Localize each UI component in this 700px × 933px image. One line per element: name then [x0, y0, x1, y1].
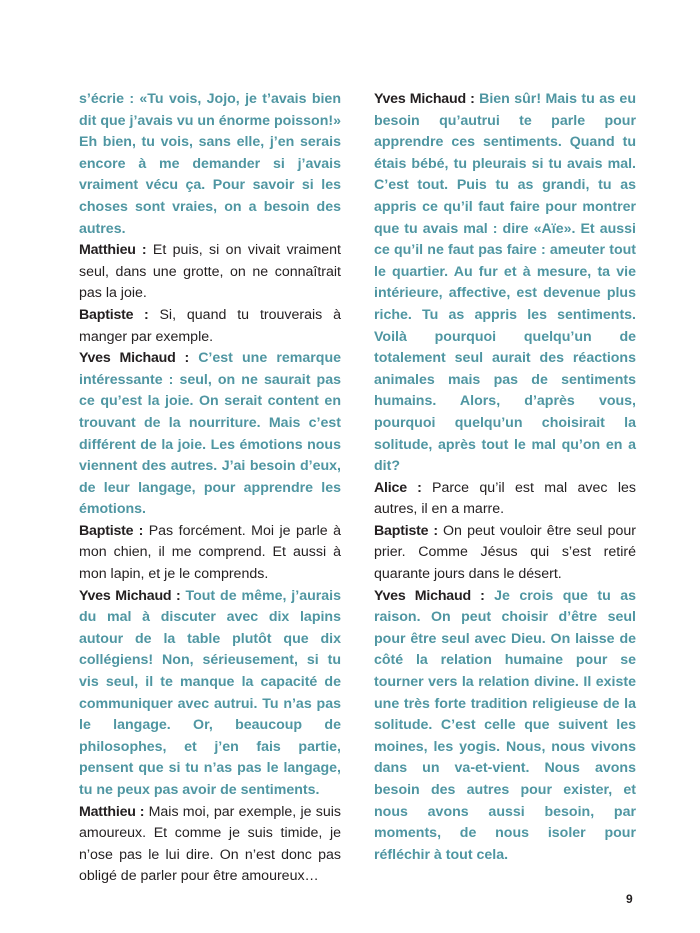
dialogue-text: Parce qu’il est mal avec les autres, il en a marre.: [374, 479, 636, 518]
dialogue-alice: [374, 478, 636, 521]
dialogue-text: Je crois que tu as raison. On peut choisir d’être seul pour être seul avec Dieu. On laisse de côté la relation humaine pour se tourner vers la relation divine. Il existe une très forte tradition religieuse de la solitude. C’est celle que suivent les moines, les yogis. Nous, nous vivons dans un va-et-vient. Nous avons besoin des autres pour exister, et nous avons aussi besoin, par moments, de nous isoler pour réfléchir à tout cela.: [374, 587, 636, 863]
dialogue-text: Pas forcément. Moi je parle à mon chien, il me comprend. Et aussi à mon lapin, et je le comprends.: [79, 522, 341, 583]
speaker-name: Baptiste :: [374, 522, 438, 539]
speaker-name: Baptiste :: [79, 522, 144, 539]
right-column: [374, 89, 636, 866]
page-number: 9: [626, 892, 633, 906]
dialogue-baptiste: [374, 521, 636, 586]
paragraph-continuation: [79, 89, 341, 240]
dialogue-text: Si, quand tu trouverais à manger par exemple.: [79, 306, 341, 345]
speaker-name: Yves Michaud :: [374, 587, 485, 604]
dialogue-matthieu: [79, 802, 341, 888]
speaker-name: Baptiste :: [79, 306, 149, 323]
dialogue-matthieu: [79, 240, 341, 305]
dialogue-text: Bien sûr! Mais tu as eu besoin qu’autrui te parle pour apprendre ces sentiments. Quand tu étais bébé, tu pleurais si tu avais mal. C’est tout. Puis tu as grandi, tu as appris ce qu’il faut faire pour montrer que tu avais mal : dire «Aïe». Et aussi ce qu’il ne faut pas faire : ameuter tout le quartier. Au fur et à mesure, ta vie intérieure, affective, est devenue plus riche. Tu as appris les sentiments. Voilà pourquoi quelqu’un de totalement seul aurait des réactions animales mais pas de sentiments humains. Alors, d’après vous, pourquoi quelqu’un choisirait la solitude, après tout le mal qu’on en a dit?: [374, 91, 636, 475]
speaker-name: Matthieu :: [79, 242, 147, 259]
speaker-name: Yves Michaud :: [79, 350, 190, 367]
dialogue-yves-michaud: [79, 348, 341, 521]
speaker-name: Yves Michaud :: [374, 91, 475, 107]
dialogue-text: Mais moi, par exemple, je suis amoureux. Et comme je suis timide, je n’ose pas le lui dire. On n’est donc pas obligé de parler pour être amoureux…: [79, 803, 341, 885]
yves-michaud-reply-text: s’écrie : «Tu vois, Jojo, je t’avais bien dit que j’avais vu un énorme poisson!» Eh bien, tu vois, sans elle, j’en serais encore à me demander si j’avais vraiment vécu ça. Pour savoir si les choses sont vraies, on a besoin des autres.: [79, 91, 341, 237]
dialogue-baptiste: [79, 521, 341, 586]
dialogue-text: C’est une remarque intéressante : seul, on ne saurait pas ce qu’est la joie. On serait content en trouvant de la nourriture. Mais c’est différent de la joie. Les émotions nous viennent des autres. J’ai besoin d’eux, de leur langage, pour apprendre les émotions.: [79, 350, 341, 518]
dialogue-text: Tout de même, j’aurais du mal à discuter avec dix lapins autour de la table plutôt que dix collégiens! Non, sérieusement, si tu vis seul, il te manque la capacité de communiquer avec autrui. Tu n’as pas le langage. Or, beaucoup de philosophes, et j’en fais partie, pensent que si tu n’as pas le langage, tu ne peux pas avoir de sentiments.: [79, 587, 341, 798]
left-column: [79, 89, 341, 888]
dialogue-baptiste: [79, 305, 341, 348]
dialogue-text: On peut vouloir être seul pour prier. Comme Jésus qui s’est retiré quarante jours dans le désert.: [374, 522, 636, 583]
dialogue-text: Et puis, si on vivait vraiment seul, dans une grotte, on ne connaîtrait pas la joie.: [79, 242, 341, 302]
dialogue-yves-michaud: [374, 89, 636, 478]
speaker-name: Matthieu :: [79, 803, 145, 820]
speaker-name: Alice :: [374, 479, 422, 496]
speaker-name: Yves Michaud :: [79, 587, 181, 604]
dialogue-yves-michaud: [374, 586, 636, 867]
dialogue-yves-michaud: [79, 586, 341, 802]
